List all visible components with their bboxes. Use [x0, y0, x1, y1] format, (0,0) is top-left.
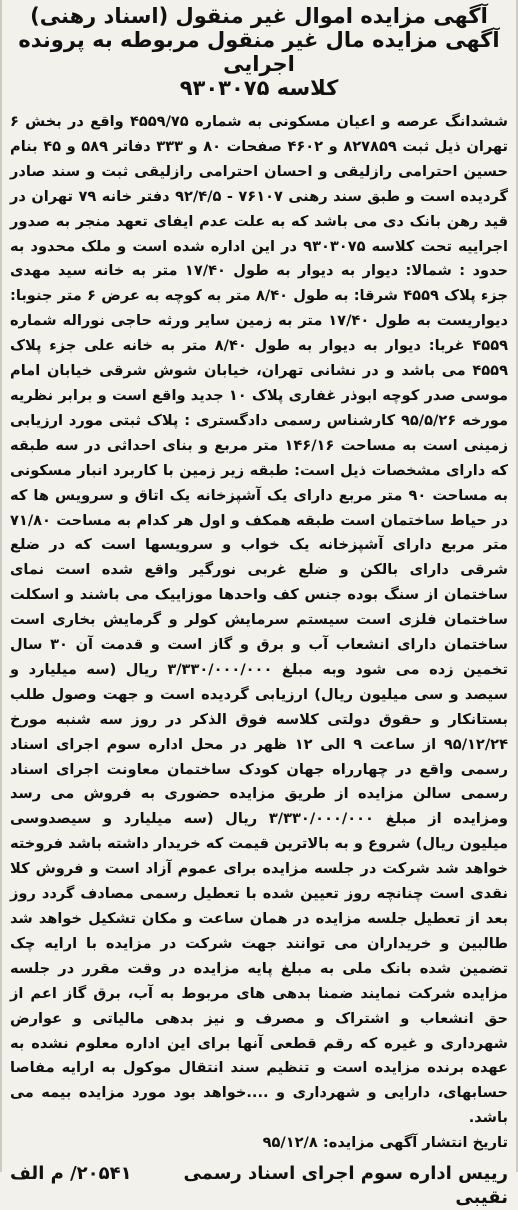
case-number: کلاسه ۹۳۰۳۰۷۵: [179, 76, 339, 100]
issuer-name: نقیبی: [455, 1187, 508, 1209]
issuer-title: رییس اداره سوم اجرای اسناد رسمی: [183, 1163, 508, 1185]
notice-title: آگهی مزایده اموال غیر منقول (اسناد رهنی): [30, 4, 488, 28]
notice-footer: [10, 1162, 508, 1186]
reference-number: ۲۰۵۴۱/ م الف: [10, 1163, 132, 1185]
notice-subtitle: آگهی مزایده مال غیر منقول مربوطه به پرونده اجرایی: [18, 28, 500, 76]
notice-body: ششدانگ عرصه و اعیان مسکونی به شماره ۴۵۵۹/۷۵ واقع در بخش ۶ تهران ذیل ثبت ۸۲۷۸۵۹ و ۴۶۰۲ صفحات ۸۰ و ۳۳۳ دفاتر ۵۸۹ و ۴۵ بنام حسین احترامی رازلیقی و احسان احترامی رازلیقی ثبت و سند صادر گردیده است و طبق سند رهنی ۷۶۱۰۷ - ۹۲/۴/۵ دفتر خانه ۷۹ تهران در قید رهن بانک دی می باشد که به علت عدم ایفای تعهد منجر به صدور اجراییه تحت کلاسه ۹۳۰۳۰۷۵ در این اداره شده است و ملک محدود به حدود : شمالا: دیوار به دیوار به طول ۱۷/۴۰ متر به خانه سید مهدی جزء پلاک ۴۵۵۹ شرقا: به طول ۸/۴۰ متر به کوچه به عرض ۶ متر جنوبا: دیواریست به طول ۱۷/۴۰ متر به زمین سایر ورثه حاجی نوراله شماره ۴۵۵۹ غربا: دیوار به دیوار به طول ۸/۴۰ متر به خانه علی جزء پلاک ۴۵۵۹ می باشد و در نشانی تهران، خیابان شوش شرقی خیابان امام موسی صدر کوچه ابوذر غفاری پلاک ۱۰ جدید واقع است و برابر نظریه مورخه ۹۵/۵/۲۶ کارشناس رسمی دادگستری : پلاک ثبتی مورد ارزیابی زمینی است به مساحت ۱۴۶/۱۶ متر مربع و بنای احداثی در سه طبقه که دارای مشخصات ذیل است: طبقه زیر زمین با کاربرد انبار مسکونی به مساحت ۹۰ متر مربع دارای یک آشپزخانه یک اتاق و سرویس ها که در حیاط ساختمان است طبقه همکف و اول هر کدام به مساحت ۷۱/۸۰ متر مربع دارای آشپزخانه یک خواب و سرویسها است که در ضلع شرقی دارای بالکن و ضلع غربی نورگیر واقع شده است نمای ساختمان از سنگ بوده جنس کف واحدها موزاییک می باشند و اسکلت ساختمان فلزی است سیستم سرمایش کولر و گرمایش بخاری است ساختمان دارای انشعاب آب و برق و گاز است و قدمت آن ۳۰ سال تخمین زده می شود وبه مبلغ ۳/۳۳۰/۰۰۰/۰۰۰ ریال (سه میلیارد و سیصد و سی میلیون ریال) ارزیابی گردیده است و جهت وصول طلب بستانکار و حقوق دولتی کلاسه فوق الذکر در روز سه شنبه مورخ ۹۵/۱۲/۲۴ از ساعت ۹ الی ۱۲ ظهر در محل اداره سوم اجرای اسناد رسمی واقع در چهارراه جهان کودک ساختمان معاونت اجرای اسناد رسمی سالن مزایده از طریق مزایده حضوری به فروش می رسد ومزایده از مبلغ ۳/۳۳۰/۰۰۰/۰۰۰ ریال (سه میلیارد و سیصدوسی میلیون ریال) شروع و به بالاترین قیمت که خریدار داشته باشد فروخته خواهد شد شرکت در جلسه مزایده برای عموم آزاد است و فروش کلا نقدی است چنانچه روز تعیین شده با تعطیل رسمی مصادف گردد روز بعد از تعطیل جلسه مزایده در همان ساعت و مکان تشکیل خواهد شد طالبین و خریداران می توانند جهت شرکت در مزایده با ارایه چک تضمین شده بانک ملی به مبلغ پایه مزایده در وقت مقرر در جلسه مزایده شرکت نمایند ضمنا بدهی های مربوط به آب، برق گاز اعم از حق انشعاب و اشتراک و مصرف و نیز بدهی مالیاتی و عوارض شهرداری و غیره که رقم قطعی آنها برای این اداره معلوم نشده به عهده برنده مزایده است و تنظیم سند انتقال موکول به ارایه مفاصا حسابهای، دارایی و شهرداری و ....خواهد بود مورد مزایده بیمه می باشد.: [10, 113, 509, 1127]
publication-date: تاریخ انتشار آگهی مزایده: ۹۵/۱۲/۸: [262, 1134, 508, 1152]
